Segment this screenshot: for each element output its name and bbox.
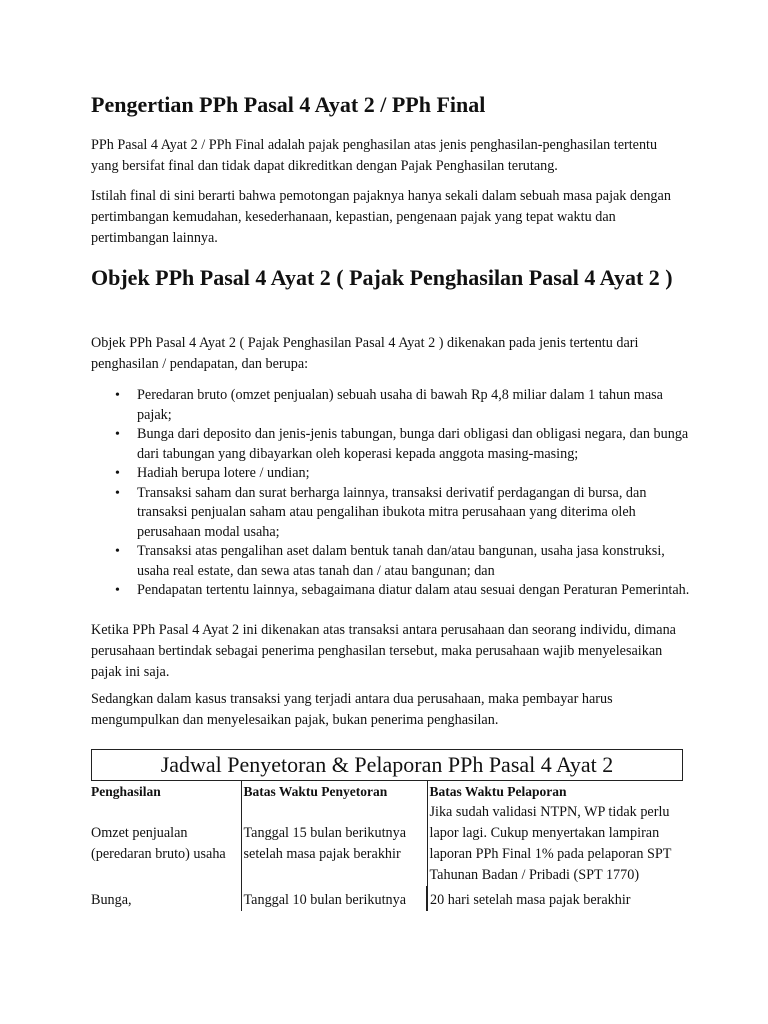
schedule-table <box>91 780 683 911</box>
bullet-icon: • <box>115 485 120 501</box>
heading-objek: Objek PPh Pasal 4 Ayat 2 ( Pajak Penghasilan Pasal 4 Ayat 2 ) <box>91 265 673 290</box>
table-header-row <box>91 781 683 803</box>
heading-pengertian: Pengertian PPh Pasal 4 Ayat 2 / PPh Final <box>91 92 486 117</box>
column-header-penghasilan: Penghasilan <box>91 784 161 799</box>
list-item <box>91 386 691 425</box>
objek-list <box>91 386 691 601</box>
bullet-icon: • <box>115 388 120 403</box>
bullet-icon: • <box>115 466 120 481</box>
table-row <box>91 886 683 911</box>
table-cell: Tanggal 15 bulan berikutnya setelah masa pajak berakhir <box>241 802 427 886</box>
table-cell: Tanggal 10 bulan berikutnya <box>241 886 427 911</box>
table-title: Jadwal Penyetoran & Pelaporan PPh Pasal 4 Ayat 2 <box>91 749 683 780</box>
bullet-icon: • <box>115 583 120 598</box>
list-item <box>91 581 691 601</box>
schedule-table-wrapper <box>91 749 683 911</box>
list-item <box>91 484 691 543</box>
list-item-text: Transaksi atas pengalihan aset dalam bentuk tanah dan/atau bangunan, usaha jasa konstruksi, usaha real estate, dan sewa atas tanah dan / atau bangunan; dan <box>137 543 665 579</box>
list-item-text: Pendapatan tertentu lainnya, sebagaimana diatur dalam atau sesuai dengan Peraturan Pemerintah. <box>137 582 690 598</box>
paragraph-objek-intro: Objek PPh Pasal 4 Ayat 2 ( Pajak Penghasilan Pasal 4 Ayat 2 ) dikenakan pada jenis tertentu dari penghasilan / pendapatan, dan berupa: <box>91 335 639 372</box>
list-item-text: Transaksi saham dan surat berharga lainnya, transaksi derivatif perdagangan di bursa, dan transaksi penjualan saham atau pengalihan ibukota mitra perusahaan yang diterima oleh perusahaan modal usaha; <box>137 484 647 540</box>
paragraph-company-case: Sedangkan dalam kasus transaksi yang terjadi antara dua perusahaan, maka pembayar harus mengumpulkan dan menyelesaikan pajak, bukan penerima penghasilan. <box>91 691 613 728</box>
bullet-icon: • <box>115 427 120 442</box>
table-row <box>91 802 683 886</box>
table-cell: Bunga, <box>91 892 132 908</box>
list-item-text: Peredaran bruto (omzet penjualan) sebuah usaha di bawah Rp 4,8 miliar dalam 1 tahun masa pajak; <box>137 387 663 423</box>
list-item-text: Hadiah berupa lotere / undian; <box>137 465 310 481</box>
table-cell: Omzet penjualan (peredaran bruto) usaha <box>91 825 226 862</box>
list-item-text: Bunga dari deposito dan jenis-jenis tabungan, bunga dari obligasi dan obligasi negara, dan bunga dari tabungan yang dibayarkan oleh koperasi kepada anggota masing-masing; <box>137 426 689 462</box>
list-item <box>91 425 691 464</box>
list-item <box>91 542 691 581</box>
list-item <box>91 464 691 484</box>
column-header-pelaporan: Batas Waktu Pelaporan <box>427 781 683 803</box>
table-cell: Jika sudah validasi NTPN, WP tidak perlu lapor lagi. Cukup menyertakan lampiran laporan PPh Final 1% pada pelaporan SPT Tahunan Badan / Pribadi (SPT 1770) <box>427 802 683 886</box>
paragraph-individual-case: Ketika PPh Pasal 4 Ayat 2 ini dikenakan atas transaksi antara perusahaan dan seorang individu, dimana perusahaan bertindak sebagai penerima penghasilan tersebut, maka perusahaan wajib menyelesaikan pajak ini saja. <box>91 622 676 680</box>
bullet-icon: • <box>115 544 120 559</box>
table-cell: 20 hari setelah masa pajak berakhir <box>427 886 683 911</box>
column-header-penyetoran: Batas Waktu Penyetoran <box>241 781 427 803</box>
paragraph-final-meaning: Istilah final di sini berarti bahwa pemotongan pajaknya hanya sekali dalam sebuah masa pajak dengan pertimbangan kemudahan, kesederhanaan, kepastian, pengenaan pajak yang tepat waktu dan pertimbangan lainnya. <box>91 188 671 246</box>
paragraph-definition: PPh Pasal 4 Ayat 2 / PPh Final adalah pajak penghasilan atas jenis penghasilan-penghasilan tertentu yang bersifat final dan tidak dapat dikreditkan dengan Pajak Penghasilan terutang. <box>91 137 658 174</box>
